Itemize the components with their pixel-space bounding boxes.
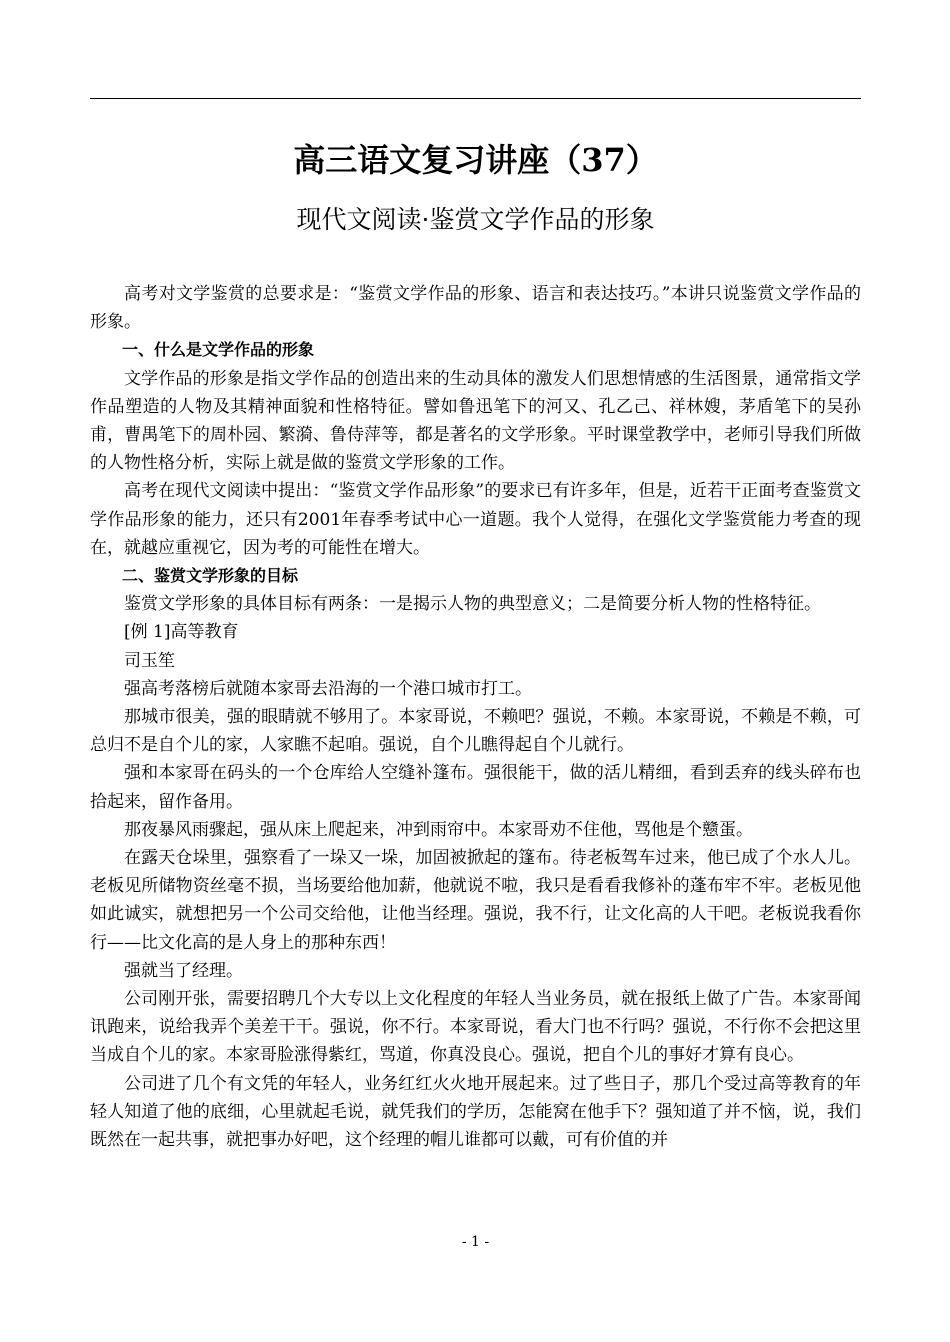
page-number: - 1 - — [461, 1234, 490, 1250]
section-heading: 一、什么是文学作品的形象 — [122, 340, 315, 360]
document-subtitle: 现代文阅读·鉴赏文学作品的形象 — [296, 205, 655, 234]
paragraph: 鉴赏文学形象的具体目标有两条：一是揭示人物的典型意义；二是简要分析人物的性格特征。 — [124, 594, 821, 615]
example-label: [例 1]高等教育 — [124, 622, 239, 643]
section-heading: 二、鉴赏文学形象的目标 — [122, 566, 299, 586]
paragraph: 高考对文学鉴赏的总要求是：“鉴赏文学作品的形象、语言和表达技巧。”本讲只说鉴赏文学作品的形象。 — [90, 284, 861, 333]
paragraph: 强就当了经理。 — [124, 960, 243, 981]
paragraph: 那夜暴风雨骤起，强从床上爬起来，冲到雨帘中。本家哥劝不住他，骂他是个戆蛋。 — [124, 819, 753, 840]
paragraph: 在露天仓垛里，强察看了一垛又一垛，加固被掀起的篷布。待老板驾车过来，他已成了个水人儿。老板见所储物资丝毫不损，当场要给他加薪，他就说不啦，我只是看看我修补的蓬布牢不牢。老板见他如此诚实，就想把另一个公司交给他，让他当经理。强说，我不行，让文化高的人干吧。老板说我看你行——比文化高的是人身上的那种东西！ — [90, 848, 861, 953]
paragraph: 公司刚开张，需要招聘几个大专以上文化程度的年轻人当业务员，就在报纸上做了广告。本家哥闻讯跑来，说给我弄个美差干干。强说，你不行。本家哥说，看大门也不行吗？强说，不行你不会把这里当成自个儿的家。本家哥脸涨得紫红，骂道，你真没良心。强说，把自个儿的事好才算有良心。 — [90, 989, 861, 1066]
example-author: 司玉笙 — [124, 650, 175, 671]
header-rule — [90, 98, 861, 99]
paragraph: 强高考落榜后就随本家哥去沿海的一个港口城市打工。 — [124, 678, 532, 699]
paragraph: 文学作品的形象是指文学作品的创造出来的生动具体的激发人们思想情感的生活图景，通常指文学作品塑造的人物及其精神面貌和性格特征。譬如鲁迅笔下的河又、孔乙己、祥林嫂，茅盾笔下的吴孙甫，曹禺笔下的周朴园、繁漪、鲁侍萍等，都是著名的文学形象。平时课堂教学中，老师引导我们所做的人物性格分析，实际上就是做的鉴赏文学形象的工作。 — [90, 368, 861, 474]
document-body — [90, 280, 861, 1154]
document-title: 高三语文复习讲座（37） — [293, 141, 658, 179]
paragraph: 强和本家哥在码头的一个仓库给人空缝补篷布。强很能干，做的活儿精细，看到丢弃的线头碎布也拾起来，留作备用。 — [90, 763, 861, 812]
paragraph: 那城市很美，强的眼睛就不够用了。本家哥说，不赖吧？强说，不赖。本家哥说，不赖是不赖，可总归不是自个儿的家，人家瞧不起咱。强说，自个儿瞧得起自个儿就行。 — [90, 707, 861, 756]
paragraph: 高考在现代文阅读中提出：“鉴赏文学作品形象”的要求已有许多年，但是，近若干正面考查鉴赏文学作品形象的能力，还只有2001年春季考试中心一道题。我个人觉得，在强化文学鉴赏能力考查的现在，就越应重视它，因为考的可能性在增大。 — [90, 481, 861, 558]
paragraph: 公司进了几个有文凭的年轻人，业务红红火火地开展起来。过了些日子，那几个受过高等教育的年轻人知道了他的底细，心里就起毛说，就凭我们的学历，怎能窝在他手下？强知道了并不恼，说，我们既然在一起共事，就把事办好吧，这个经理的帽儿谁都可以戴，可有价值的并 — [90, 1073, 861, 1151]
